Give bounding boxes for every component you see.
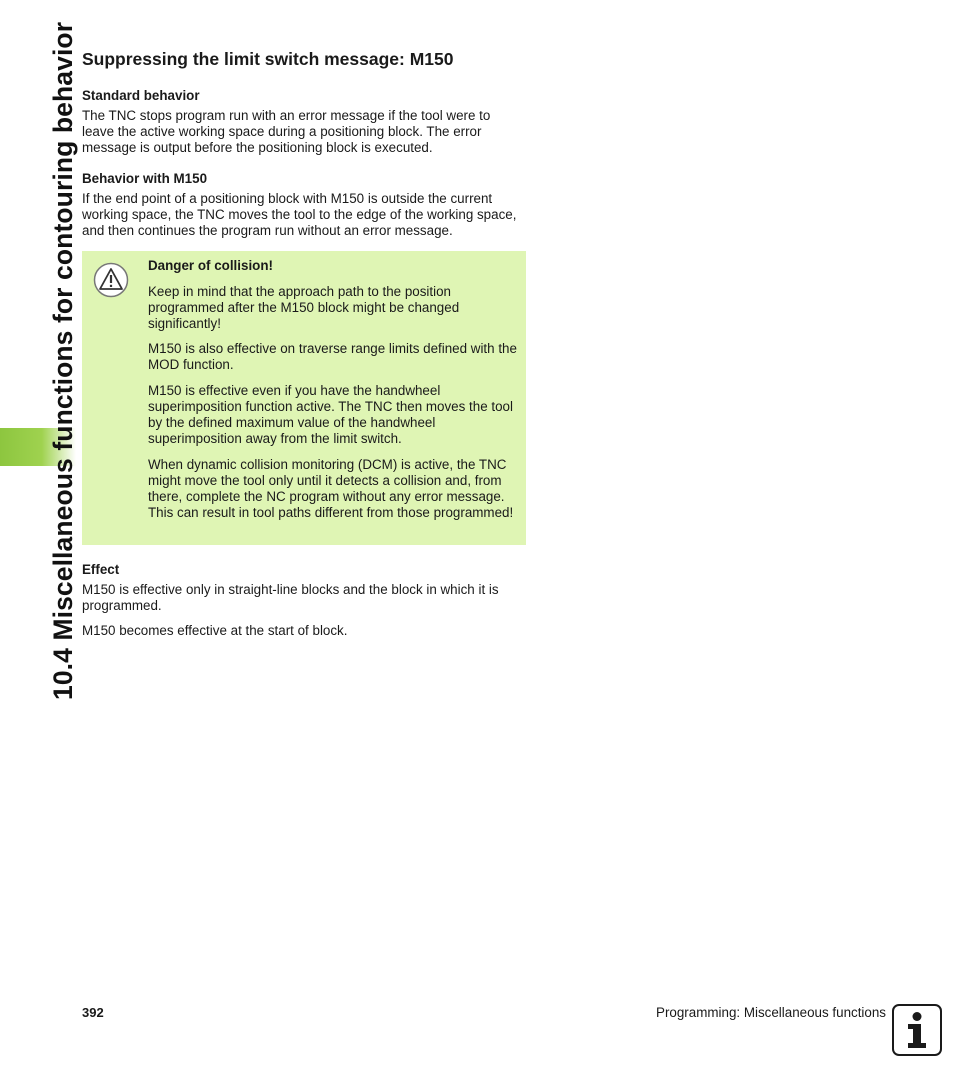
footer-chapter-title: Programming: Miscellaneous functions bbox=[656, 1005, 886, 1020]
effect-paragraph: M150 becomes effective at the start of block. bbox=[82, 623, 348, 638]
m150-behavior-text: If the end point of a positioning block with M150 is outside the current working space, the TNC moves the tool to the edge of the working space, and then continues the program run without an error message. bbox=[82, 191, 517, 238]
effect-paragraph: M150 is effective only in straight-line blocks and the block in which it is programmed. bbox=[82, 582, 499, 613]
collision-warning-box bbox=[82, 251, 526, 545]
chapter-side-title: 10.4 Miscellaneous functions for contouring behavior bbox=[48, 21, 78, 700]
standard-behavior-heading: Standard behavior bbox=[82, 88, 200, 103]
warning-text bbox=[148, 258, 520, 521]
section-heading: Suppressing the limit switch message: M150 bbox=[82, 49, 454, 69]
warning-paragraph: M150 is also effective on traverse range limits defined with the MOD function. bbox=[148, 341, 517, 372]
effect-section bbox=[82, 561, 526, 639]
effect-heading: Effect bbox=[82, 562, 120, 577]
warning-triangle-icon bbox=[93, 262, 129, 298]
warning-paragraph: When dynamic collision monitoring (DCM) is active, the TNC might move the tool only until it detects a collision and, from there, complete the NC program without any error message. This can result in tool paths different from those programmed! bbox=[148, 457, 514, 520]
info-icon bbox=[892, 1004, 942, 1056]
page-number: 392 bbox=[82, 1005, 104, 1020]
main-content bbox=[82, 48, 526, 239]
warning-title: Danger of collision! bbox=[148, 258, 273, 273]
m150-behavior-heading: Behavior with M150 bbox=[82, 171, 208, 186]
warning-paragraph: Keep in mind that the approach path to the position programmed after the M150 block might be changed significantly! bbox=[148, 284, 460, 331]
warning-paragraph: M150 is effective even if you have the handwheel superimposition function active. The TNC then moves the tool by the defined maximum value of the handwheel superimposition away from the limit switch. bbox=[148, 383, 513, 446]
standard-behavior-text: The TNC stops program run with an error message if the tool were to leave the active working space during a positioning block. The error message is output before the positioning block is executed. bbox=[82, 108, 491, 155]
